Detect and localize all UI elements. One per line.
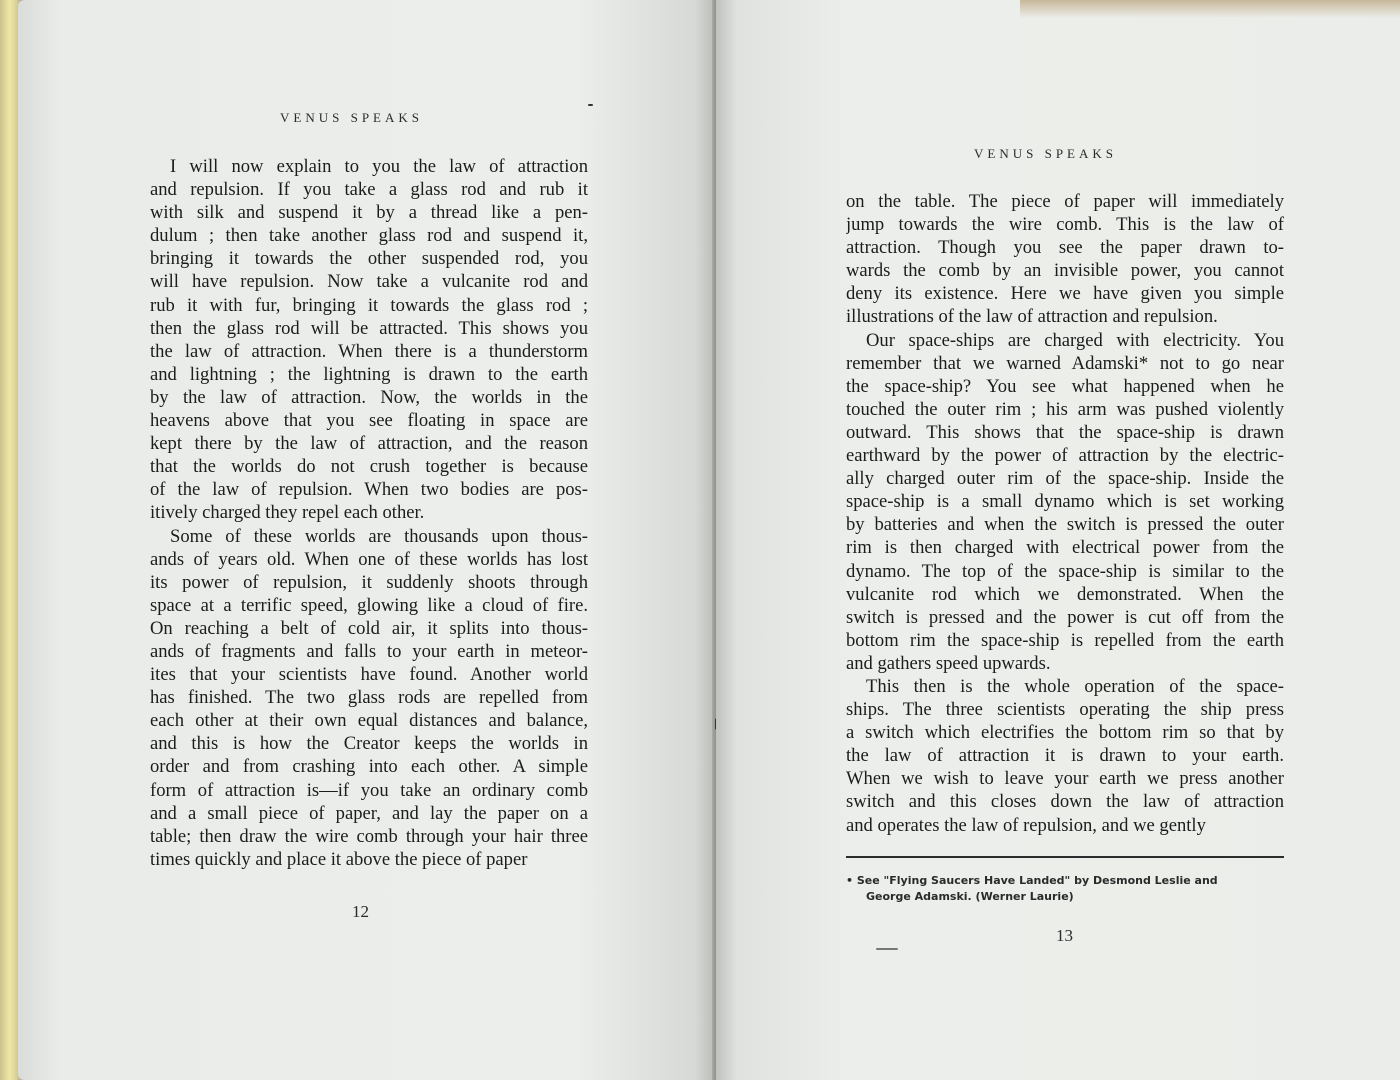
paper-stain	[1020, 0, 1400, 18]
text-line: and this is how the Creator keeps the worlds in	[150, 733, 588, 755]
footnote-line-1: • See "Flying Saucers Have Landed" by Desmond Leslie and	[846, 874, 1218, 887]
text-line: itively charged they repel each other.	[150, 502, 425, 524]
left-page	[18, 0, 716, 1080]
text-line: I will now explain to you the law of attraction	[170, 156, 588, 177]
text-line: bringing it towards the other suspended rod, you	[150, 248, 588, 270]
text-line: ships. The three scientists operating the ship press	[846, 699, 1284, 721]
text-line: then the glass rod will be attracted. This shows you	[150, 317, 588, 339]
ink-speck	[588, 104, 593, 106]
right-page-body	[846, 190, 1284, 837]
text-line: space at a terrific speed, glowing like a cloud of fire.	[150, 594, 588, 616]
text-line: space-ship is a small dynamo which is set working	[846, 491, 1284, 513]
text-line: by the law of attraction. Now, the worlds in the	[150, 386, 588, 408]
text-line: by batteries and when the switch is pressed the outer	[846, 514, 1284, 536]
text-line: of the law of repulsion. When two bodies are pos-	[150, 479, 588, 501]
text-line: deny its existence. Here we have given you simple	[846, 283, 1284, 305]
text-line: that the worlds do not crush together is because	[150, 456, 588, 478]
text-line: times quickly and place it above the piece of paper	[150, 848, 528, 870]
text-line: the law of attraction. When there is a thunderstorm	[150, 340, 588, 362]
text-line: When we wish to leave your earth we press another	[846, 768, 1284, 790]
footnote-line-2: George Adamski. (Werner Laurie)	[866, 890, 1074, 903]
text-line: dynamo. The top of the space-ship is similar to the	[846, 560, 1284, 582]
text-line: outward. This shows that the space-ship is drawn	[846, 421, 1284, 443]
text-line: table; then draw the wire comb through your hair three	[150, 825, 588, 847]
text-line: and repulsion. If you take a glass rod and rub it	[150, 179, 588, 201]
text-line: has finished. The two glass rods are repelled from	[150, 687, 588, 709]
text-line: ands of fragments and falls to your earth in meteor-	[150, 640, 588, 662]
footnote-rule	[846, 856, 1284, 858]
text-line: the space-ship? You see what happened when he	[846, 375, 1284, 397]
page-number-right: 13	[1056, 926, 1073, 945]
text-line: bottom rim the space-ship is repelled from the earth	[846, 629, 1284, 651]
text-line: each other at their own equal distances and balance,	[150, 710, 588, 732]
text-line: form of attraction is—if you take an ordinary comb	[150, 779, 588, 801]
text-line: the law of attraction it is drawn to your earth.	[846, 745, 1284, 767]
text-line: switch and this closes down the law of attraction	[846, 791, 1284, 813]
text-line: rim is then charged with electrical power from the	[846, 537, 1284, 559]
left-page-body	[150, 155, 588, 871]
text-line: earthward by the power of attraction by the electric-	[846, 445, 1284, 467]
text-line: This then is the whole operation of the space-	[866, 675, 1284, 697]
text-line: illustrations of the law of attraction and repulsion.	[846, 306, 1218, 328]
text-line: will have repulsion. Now take a vulcanite rod and	[150, 271, 588, 293]
text-line: wards the comb by an invisible power, you cannot	[846, 260, 1284, 282]
ink-speck	[876, 948, 898, 950]
text-line: jump towards the wire comb. This is the law of	[846, 214, 1284, 236]
right-page	[716, 0, 1400, 1080]
text-line: order and from crashing into each other. A simple	[150, 756, 588, 778]
text-line: Our space-ships are charged with electricity. You	[866, 329, 1284, 351]
text-line: On reaching a belt of cold air, it splits into thous-	[150, 617, 588, 639]
text-line: and operates the law of repulsion, and we gently	[846, 814, 1206, 836]
text-line: remember that we warned Adamski* not to go near	[846, 352, 1284, 374]
text-line: kept there by the law of attraction, and the reason	[150, 433, 588, 455]
text-line: dulum ; then take another glass rod and suspend it,	[150, 225, 588, 247]
text-line: and a small piece of paper, and lay the paper on a	[150, 802, 588, 824]
running-head-left: VENUS SPEAKS	[280, 110, 423, 125]
text-line: Some of these worlds are thousands upon thous-	[170, 525, 588, 547]
text-line: ally charged outer rim of the space-ship. Inside the	[846, 468, 1284, 490]
text-line: switch is pressed and the power is cut off from the	[846, 606, 1284, 628]
text-line: touched the outer rim ; his arm was pushed violently	[846, 398, 1284, 420]
text-line: and lightning ; the lightning is drawn to the earth	[150, 363, 588, 385]
running-head-right: VENUS SPEAKS	[974, 146, 1117, 161]
text-line: a switch which electrifies the bottom rim so that by	[846, 722, 1284, 744]
text-line: rub it with fur, bringing it towards the glass rod ;	[150, 294, 588, 316]
text-line: ands of years old. When one of these worlds has lost	[150, 548, 588, 570]
text-line: with silk and suspend it by a thread like a pen-	[150, 202, 588, 224]
text-line: heavens above that you see floating in space are	[150, 410, 588, 432]
page-number-left: 12	[352, 902, 369, 921]
text-line: ites that your scientists have found. Another world	[150, 664, 588, 686]
text-line: vulcanite rod which we demonstrated. When the	[846, 583, 1284, 605]
text-line: attraction. Though you see the paper drawn to-	[846, 237, 1284, 259]
text-line: on the table. The piece of paper will immediately	[846, 191, 1284, 212]
text-line: and gathers speed upwards.	[846, 652, 1051, 674]
text-line: its power of repulsion, it suddenly shoots through	[150, 571, 588, 593]
